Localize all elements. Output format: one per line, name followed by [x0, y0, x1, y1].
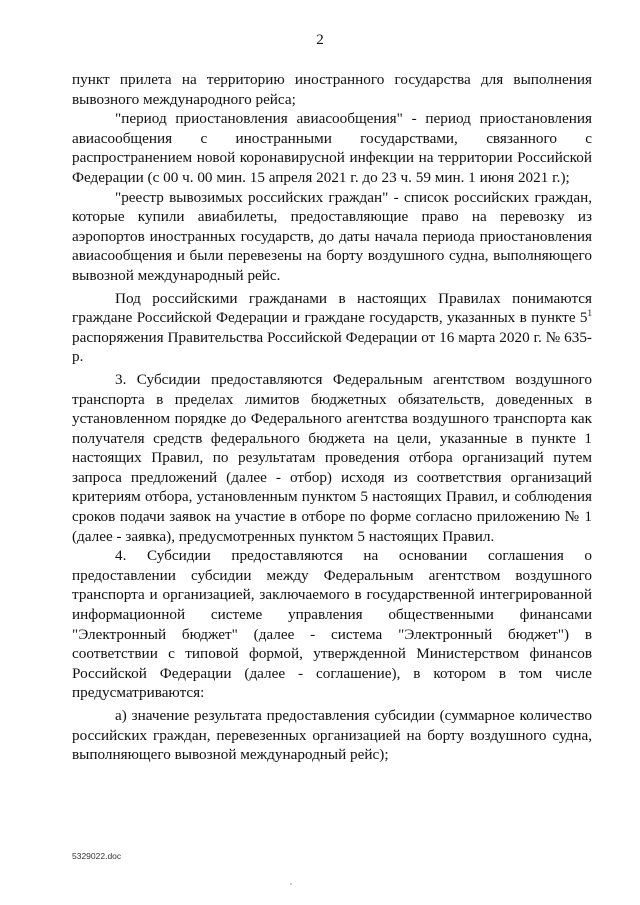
paragraph-clause-3: 3. Субсидии предоставляются Федеральным агентством воздушного транспорта в пределах лимитов бюджетных обязательств, доведенных в установленном порядке до Федерального агентства воздушного транспорта как получателя средств федерального бюджета на цели, указанные в пункте 1 настоящих Правил, по результатам проведения отбора организаций путем запроса предложений (далее - отбор) исходя из соответствия организаций критериям отбора, установленным пунктом 5 настоящих Правил, и соблюдения сроков подачи заявок на участие в отборе по форме согласно приложению № 1 (далее - заявка), предусмотренных пунктом 5 настоящих Правил. [72, 370, 592, 545]
footnote-superscript: 1 [587, 308, 592, 319]
scan-dot [290, 883, 292, 885]
paragraph-citizens-definition [72, 289, 592, 367]
paragraph-clause-4: 4. Субсидии предоставляются на основании соглашения о предоставлении субсидии между Федеральным агентством воздушного транспорта и организацией, заключаемого в государственной интегрированной информационной системе управления общественными финансами "Электронный бюджет" (далее - система "Электронный бюджет") в соответствии с типовой формой, утвержденной Министерством финансов Российской Федерации (далее - соглашение), в котором в том числе предусматриваются: [72, 547, 592, 702]
page-number: 2 [316, 32, 324, 48]
document-file-reference: 5329022.doc [72, 851, 122, 861]
citizens-definition-text-end: распоряжения Правительства Российской Федерации от 16 марта 2020 г. № 635-р. [72, 328, 592, 366]
paragraph-citizens-registry: "реестр вывозимых российских граждан" - список российских граждан, которые купили авиабилеты, предоставляющие право на перевозку из аэропортов иностранных государств, до даты начала периода приостановления авиасообщения и были перевезены на борту воздушного судна, выполняющего вывозной международный рейс. [72, 188, 592, 284]
paragraph-flight-destination: пункт прилета на территорию иностранного государства для выполнения вывозного международного рейса; [72, 71, 592, 108]
citizens-definition-text: Под российскими гражданами в настоящих Правилах понимаются граждане Российской Федерации и граждане государств, указанных в пункте 5 [72, 289, 592, 327]
document-body [72, 70, 592, 765]
paragraph-clause-4a: а) значение результата предоставления субсидии (суммарное количество российских граждан, перевезенных организацией на борту воздушного судна, выполняющего вывозной международный рейс); [72, 707, 592, 764]
paragraph-suspension-period: "период приостановления авиасообщения" - период приостановления авиасообщения с иностранными государствами, связанного с распространением новой коронавирусной инфекции на территории Российской Федерации (с 00 ч. 00 мин. 15 апреля 2021 г. до 23 ч. 59 мин. 1 июня 2021 г.); [72, 110, 592, 186]
